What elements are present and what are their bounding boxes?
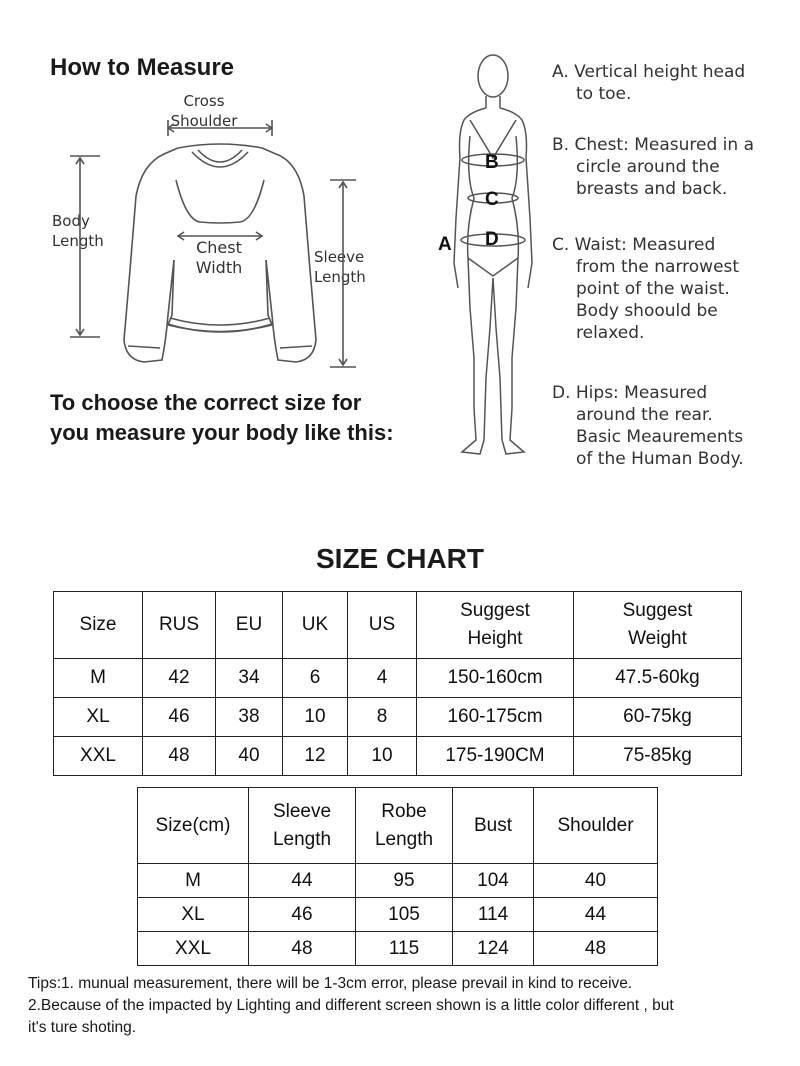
tips-line-1: Tips:1. munual measurement, there will be 1-3cm error, please prevail in kind to receive.: [28, 975, 633, 992]
desc-c-line: from the narrowest: [576, 257, 740, 277]
human-body-figure: [440, 48, 550, 468]
tips-text: [28, 973, 788, 1039]
table-row: [138, 864, 658, 898]
header-weight-text: Suggest Weight: [622, 600, 693, 649]
desc-d-line: Basic Meaurements: [576, 427, 744, 447]
table-cell: 160-175cm: [417, 698, 574, 737]
table-cell: XL: [54, 698, 143, 737]
cross-shoulder-text: Cross Shoulder: [170, 92, 238, 130]
header-cell: [574, 592, 742, 659]
header-cell: Size(cm): [138, 788, 249, 864]
header-cell: [417, 592, 574, 659]
header-cell: EU: [216, 592, 283, 659]
table-cell: 48: [143, 737, 216, 776]
table-cell: 48: [249, 932, 356, 966]
table-cell: 46: [249, 898, 356, 932]
table-row: [54, 698, 742, 737]
table-cell: 150-160cm: [417, 659, 574, 698]
table-cell: 47.5-60kg: [574, 659, 742, 698]
header-height-text: Suggest Height: [460, 600, 530, 649]
table-cell: 40: [534, 864, 658, 898]
sweater-diagram: [60, 110, 370, 380]
desc-c-line: Body shoould be: [576, 301, 718, 321]
table-row: [138, 898, 658, 932]
header-cell: Size: [54, 592, 143, 659]
table-cell: 42: [143, 659, 216, 698]
desc-a-line: to toe.: [576, 84, 632, 104]
table-cell: 104: [453, 864, 534, 898]
table-cell: 44: [534, 898, 658, 932]
header-cell: Shoulder: [534, 788, 658, 864]
table-cell: 48: [534, 932, 658, 966]
table-cell: 40: [216, 737, 283, 776]
header-cell: [356, 788, 453, 864]
table-cell: 4: [348, 659, 417, 698]
table-header-row: [54, 592, 742, 659]
table-cell: XXL: [54, 737, 143, 776]
chest-width-text: Chest Width: [195, 238, 243, 277]
how-to-measure-title: How to Measure: [50, 54, 235, 81]
sleeve-length-text: Sleeve Length: [314, 248, 366, 286]
desc-c-line: relaxed.: [576, 323, 645, 343]
desc-d-line: of the Human Body.: [576, 449, 744, 469]
desc-b-line: breasts and back.: [576, 179, 728, 199]
table-cell: 10: [283, 698, 348, 737]
header-cell: US: [348, 592, 417, 659]
tips-line-2: 2.Because of the impacted by Lighting and different screen shown is a little color different , but: [28, 997, 674, 1014]
desc-c-line: point of the waist.: [576, 279, 730, 299]
table-cell: 95: [356, 864, 453, 898]
table-cell: XXL: [138, 932, 249, 966]
desc-a-line: A. Vertical height head: [552, 62, 746, 82]
description-d: [552, 382, 744, 470]
table-cell: 60-75kg: [574, 698, 742, 737]
desc-c-line: C. Waist: Measured: [552, 235, 716, 255]
desc-d-line: D. Hips: Measured: [552, 383, 708, 403]
size-chart-title: SIZE CHART: [316, 543, 484, 574]
garment-size-table: [137, 787, 658, 966]
table-cell: 8: [348, 698, 417, 737]
choose-instruction: [50, 388, 394, 448]
body-label-d: D: [485, 229, 499, 250]
body-label-b: B: [485, 152, 499, 173]
header-cell: RUS: [143, 592, 216, 659]
table-cell: XL: [138, 898, 249, 932]
header-cell: UK: [283, 592, 348, 659]
table-cell: 38: [216, 698, 283, 737]
header-cell: Bust: [453, 788, 534, 864]
table-cell: 175-190CM: [417, 737, 574, 776]
header-cell: [249, 788, 356, 864]
table-cell: 44: [249, 864, 356, 898]
table-header-row: [138, 788, 658, 864]
header-sleeve-text: Sleeve Length: [272, 800, 332, 850]
size-chart-table: [53, 591, 742, 776]
table-cell: 114: [453, 898, 534, 932]
table-cell: 34: [216, 659, 283, 698]
description-b: [552, 134, 754, 200]
desc-d-line: around the rear.: [576, 405, 713, 425]
tips-line-3: it's ture shoting.: [28, 1019, 137, 1036]
description-c: [552, 234, 739, 344]
desc-b-line: B. Chest: Measured in a: [552, 135, 754, 155]
table-cell: 115: [356, 932, 453, 966]
body-length-text: Body Length: [52, 212, 104, 250]
table-row: [138, 932, 658, 966]
choose-line-1: To choose the correct size for: [50, 390, 362, 415]
table-cell: 46: [143, 698, 216, 737]
table-cell: 6: [283, 659, 348, 698]
table-cell: 75-85kg: [574, 737, 742, 776]
table-cell: 105: [356, 898, 453, 932]
table-cell: 12: [283, 737, 348, 776]
table-cell: 10: [348, 737, 417, 776]
body-label-c: C: [485, 189, 499, 210]
table-row: [54, 659, 742, 698]
body-label-a: A: [438, 234, 452, 255]
choose-line-2: you measure your body like this:: [50, 420, 394, 445]
description-a: [552, 61, 745, 105]
table-cell: M: [138, 864, 249, 898]
table-row: [54, 737, 742, 776]
table-cell: M: [54, 659, 143, 698]
desc-b-line: circle around the: [576, 157, 720, 177]
header-robe-text: Robe Length: [374, 800, 434, 850]
table-cell: 124: [453, 932, 534, 966]
